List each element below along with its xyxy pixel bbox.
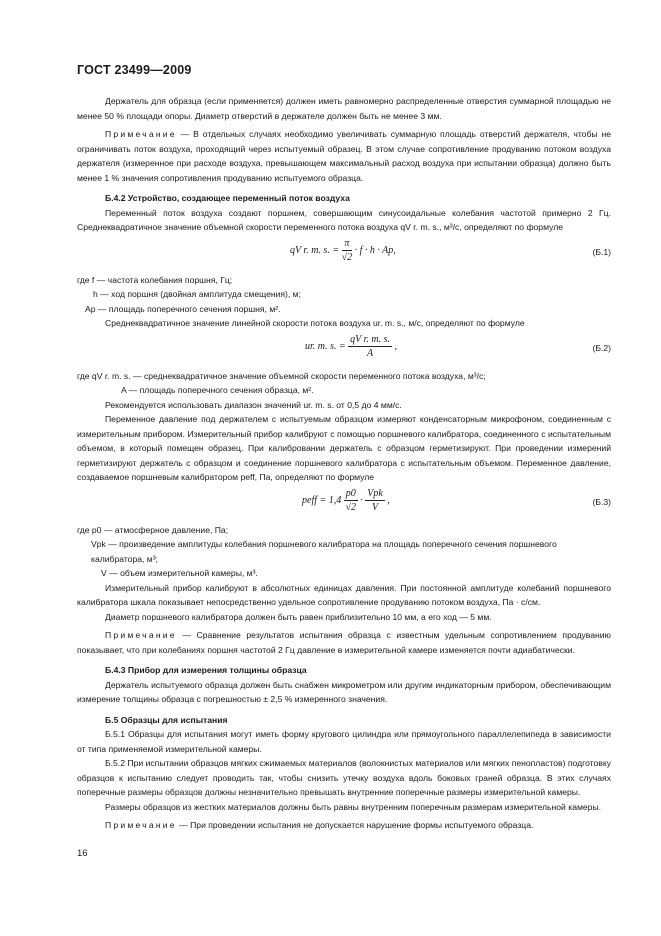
definitions-b1 xyxy=(77,273,611,317)
note-text: — Сравнение результатов испытания образца с известным удельным сопротивлением продуванию показывает, что при колебаниях поршня частотой 2 Гц давление в измерительной камере изменяется почти адиабатически. xyxy=(77,630,611,655)
note-text: — В отдельных случаях необходимо увеличивать суммарную площадь отверстий держателя, чтобы не ограничивать поток воздуха, проходящий через испытуемый образец. В этом случае сопротивление продуванию потоком воздуха держателя (измеренное при расходе воздуха, превышающем максимальный расход воздуха при испытании образца) должно быть менее 1 % значения сопротивления продуванию испытуемого образца. xyxy=(77,129,611,183)
formula-b3: peff = 1,4 $\frac{p0}{√2}$ · $\frac{\text{Vpk}}{V}$ , (Б.3) xyxy=(302,487,611,513)
formula-lhs: qV r. m. s. xyxy=(290,244,330,256)
definition-item: где qV r. m. s. — среднеквадратичное значение объемной скорости переменного потока воздуха, м³/с; xyxy=(77,370,486,381)
section-heading-b42: Б.4.2 Устройство, создающее переменный поток воздуха xyxy=(105,193,350,203)
note-label: Примечание xyxy=(105,129,177,139)
paragraph-b51: Б.5.1 Образцы для испытания могут иметь форму кругового цилиндра или прямоугольного параллелепипеда в зависимости от типа применяемой измерительной камеры. xyxy=(77,729,611,754)
formula-number: (Б.2) xyxy=(592,342,611,353)
definitions-b3 xyxy=(77,523,611,581)
paragraph-calibration: Измерительный прибор калибруют в абсолютных единицах давления. При постоянной амплитуде колебаний поршневого калибратора шкала показывает непосредственно удельное сопротивление продуванию потоком воздуха, Па · с/см. xyxy=(77,582,611,607)
formula-lhs: ur. m. s. xyxy=(305,340,337,352)
note-2 xyxy=(77,628,611,657)
section-heading-b43: Б.4.3 Прибор для измерения толщины образца xyxy=(105,665,307,675)
definition-item: где p0 — атмосферное давление, Па; xyxy=(77,524,229,535)
paragraph-b52: Б.5.2 При испытании образцов мягких сжимаемых материалов (волокнистых материалов или мягких пенопластов) подготовку образцов к испытанию следует проводить так, чтобы снизить утечку воздуха вдоль боковых граней образца. В этих случаях поперечные размеры образцов должны незначительно превышать внутренние поперечные размеры измерительной камеры. xyxy=(77,758,611,797)
paragraph-pressure: Переменное давление под держателем с испытуемым образцом измеряют конденсаторным микрофоном, соединенным с измерительным прибором. Измерительный прибор калибруют с помощью поршневого калибратора, соединенного с испытательным объемом, в который помещен образец. При калибровании держатель с образцом герметизируют. При проведении измерений герметизируют держатель с образцом и соединение поршневого калибратора с испытательным объемом. Переменное давление, создаваемое поршневым калибратором peff, Па, определяют по формуле xyxy=(77,414,611,482)
definition-item: где f — частота колебания поршня, Гц; xyxy=(77,274,233,285)
note-label: Примечание xyxy=(105,630,177,640)
section-heading-b5: Б.5 Образцы для испытания xyxy=(105,714,228,725)
note-1 xyxy=(77,127,611,185)
definition-item: Vpk — произведение амплитуды колебания поршневого калибратора на площадь поперечного сечения поршневого калибратора, м³; xyxy=(91,539,557,564)
formula-number: (Б.1) xyxy=(592,246,611,257)
definition-item: Ap — площадь поперечного сечения поршня, м². xyxy=(85,303,281,314)
note-label: Примечание xyxy=(105,820,177,830)
definitions-b2 xyxy=(77,369,611,398)
formula-number: (Б.3) xyxy=(592,496,611,507)
definition-item: V — объем измерительной камеры, м³. xyxy=(101,568,258,578)
paragraph-thickness: Держатель испытуемого образца должен быть снабжен микрометром или другим индикаторным прибором, обеспечивающим измерение толщины образца с погрешностью ± 2,5 % измеренного значения. xyxy=(77,679,611,704)
note-text: — При проведении испытания не допускается нарушение формы испытуемого образца. xyxy=(176,820,534,830)
paragraph-diameter: Диаметр поршневого калибратора должен быть равен приблизительно 10 мм, а его ход — 5 мм. xyxy=(105,611,492,622)
paragraph-variable-flow: Переменный поток воздуха создают поршнем, совершающим синусоидальные колебания частотой примерно 2 Гц. Среднеквадратичное значение объемной скорости переменного потока воздуха qV r. m. s., м³/с, определяют по формуле xyxy=(77,207,611,232)
paragraph-range: Рекомендуется использовать диапазон значений ur. m. s. от 0,5 до 4 мм/с. xyxy=(105,399,402,410)
paragraph-rigid: Размеры образцов из жестких материалов должны быть равны внутренним поперечным размерам измерительной камеры. xyxy=(105,801,602,812)
document-header: ГОСТ 23499—2009 xyxy=(77,63,192,77)
paragraph-holder: Держатель для образца (если применяется) должен иметь равномерно распределенные отверстия суммарной площадью не менее 50 % площади опоры. Диаметр отверстий в держателе должен быть не менее 3 мм. xyxy=(77,96,611,121)
definition-item: A — площадь поперечного сечения образца, м². xyxy=(121,385,314,395)
paragraph-linear-velocity: Среднеквадратичное значение линейной скорости потока воздуха ur. m. s., м/с, определяют по формуле xyxy=(105,318,525,328)
document-body xyxy=(77,94,611,833)
page-number: 16 xyxy=(77,848,88,859)
note-3 xyxy=(77,818,611,833)
definition-item: h — ход поршня (двойная амплитуда смещения), м; xyxy=(93,289,301,299)
formula-lhs: peff xyxy=(302,494,317,506)
formula-b2: ur. m. s. = $\frac{\text{qV r. m. s.}}{A}$ , (Б.2) xyxy=(305,333,611,359)
formula-b1: qV r. m. s. = $\frac{\pi}{√2}$ · f · h · Ap, (Б.1) xyxy=(290,237,611,263)
